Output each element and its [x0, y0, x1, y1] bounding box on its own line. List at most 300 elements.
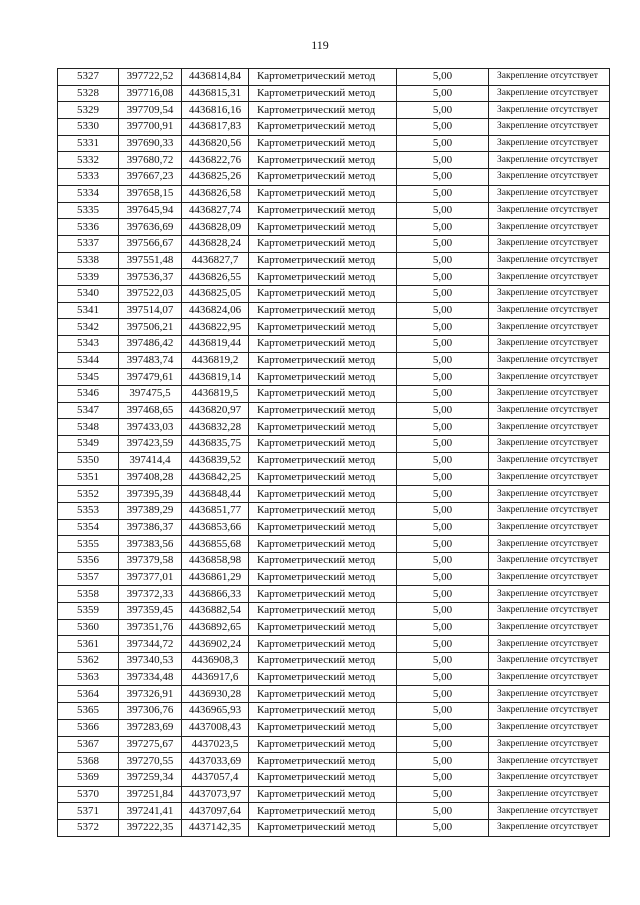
method-cell: Картометрический метод: [249, 452, 397, 469]
method-cell: Картометрический метод: [249, 436, 397, 453]
method-cell: Картометрический метод: [249, 653, 397, 670]
point-number-cell: 5367: [58, 736, 119, 753]
point-number-cell: 5334: [58, 185, 119, 202]
table-row: [58, 486, 610, 503]
y-coordinate-cell: 4436930,28: [182, 686, 249, 703]
accuracy-cell: 5,00: [397, 803, 489, 820]
accuracy-cell: 5,00: [397, 235, 489, 252]
point-number-cell: 5327: [58, 69, 119, 86]
table-row: [58, 803, 610, 820]
x-coordinate-cell: 397551,48: [119, 252, 182, 269]
point-number-cell: 5353: [58, 502, 119, 519]
table-row: [58, 519, 610, 536]
accuracy-cell: 5,00: [397, 502, 489, 519]
table-row: [58, 753, 610, 770]
point-number-cell: 5371: [58, 803, 119, 820]
x-coordinate-cell: 397408,28: [119, 469, 182, 486]
x-coordinate-cell: 397423,59: [119, 436, 182, 453]
y-coordinate-cell: 4436820,97: [182, 402, 249, 419]
x-coordinate-cell: 397283,69: [119, 719, 182, 736]
table-row: [58, 703, 610, 720]
point-number-cell: 5358: [58, 586, 119, 603]
method-cell: Картометрический метод: [249, 636, 397, 653]
accuracy-cell: 5,00: [397, 152, 489, 169]
fixing-cell: Закрепление отсутствует: [489, 786, 610, 803]
accuracy-cell: 5,00: [397, 285, 489, 302]
x-coordinate-cell: 397344,72: [119, 636, 182, 653]
method-cell: Картометрический метод: [249, 769, 397, 786]
x-coordinate-cell: 397379,58: [119, 552, 182, 569]
accuracy-cell: 5,00: [397, 269, 489, 286]
fixing-cell: Закрепление отсутствует: [489, 636, 610, 653]
accuracy-cell: 5,00: [397, 219, 489, 236]
y-coordinate-cell: 4436848,44: [182, 486, 249, 503]
fixing-cell: Закрепление отсутствует: [489, 803, 610, 820]
x-coordinate-cell: 397334,48: [119, 669, 182, 686]
y-coordinate-cell: 4436902,24: [182, 636, 249, 653]
fixing-cell: Закрепление отсутствует: [489, 102, 610, 119]
x-coordinate-cell: 397709,54: [119, 102, 182, 119]
fixing-cell: Закрепление отсутствует: [489, 402, 610, 419]
fixing-cell: Закрепление отсутствует: [489, 235, 610, 252]
y-coordinate-cell: 4436824,06: [182, 302, 249, 319]
fixing-cell: Закрепление отсутствует: [489, 736, 610, 753]
accuracy-cell: 5,00: [397, 519, 489, 536]
x-coordinate-cell: 397359,45: [119, 603, 182, 620]
y-coordinate-cell: 4436853,66: [182, 519, 249, 536]
fixing-cell: Закрепление отсутствует: [489, 569, 610, 586]
point-number-cell: 5347: [58, 402, 119, 419]
x-coordinate-cell: 397251,84: [119, 786, 182, 803]
method-cell: Картометрический метод: [249, 803, 397, 820]
point-number-cell: 5351: [58, 469, 119, 486]
fixing-cell: Закрепление отсутствует: [489, 603, 610, 620]
fixing-cell: Закрепление отсутствует: [489, 169, 610, 186]
point-number-cell: 5364: [58, 686, 119, 703]
method-cell: Картометрический метод: [249, 469, 397, 486]
x-coordinate-cell: 397486,42: [119, 336, 182, 353]
point-number-cell: 5368: [58, 753, 119, 770]
x-coordinate-cell: 397433,03: [119, 419, 182, 436]
accuracy-cell: 5,00: [397, 703, 489, 720]
x-coordinate-cell: 397506,21: [119, 319, 182, 336]
fixing-cell: Закрепление отсутствует: [489, 653, 610, 670]
table-row: [58, 235, 610, 252]
table-row: [58, 502, 610, 519]
y-coordinate-cell: 4436855,68: [182, 536, 249, 553]
method-cell: Картометрический метод: [249, 235, 397, 252]
table-row: [58, 719, 610, 736]
x-coordinate-cell: 397340,53: [119, 653, 182, 670]
fixing-cell: Закрепление отсутствует: [489, 536, 610, 553]
accuracy-cell: 5,00: [397, 419, 489, 436]
fixing-cell: Закрепление отсутствует: [489, 352, 610, 369]
x-coordinate-cell: 397475,5: [119, 386, 182, 403]
y-coordinate-cell: 4436825,26: [182, 169, 249, 186]
point-number-cell: 5350: [58, 452, 119, 469]
method-cell: Картометрический метод: [249, 419, 397, 436]
method-cell: Картометрический метод: [249, 135, 397, 152]
x-coordinate-cell: 397479,61: [119, 369, 182, 386]
method-cell: Картометрический метод: [249, 502, 397, 519]
y-coordinate-cell: 4436861,29: [182, 569, 249, 586]
table-row: [58, 819, 610, 836]
accuracy-cell: 5,00: [397, 469, 489, 486]
x-coordinate-cell: 397716,08: [119, 85, 182, 102]
point-number-cell: 5365: [58, 703, 119, 720]
table-row: [58, 653, 610, 670]
fixing-cell: Закрепление отсутствует: [489, 469, 610, 486]
fixing-cell: Закрепление отсутствует: [489, 769, 610, 786]
table-row: [58, 769, 610, 786]
point-number-cell: 5341: [58, 302, 119, 319]
table-row: [58, 669, 610, 686]
fixing-cell: Закрепление отсутствует: [489, 69, 610, 86]
fixing-cell: Закрепление отсутствует: [489, 285, 610, 302]
y-coordinate-cell: 4436819,2: [182, 352, 249, 369]
point-number-cell: 5337: [58, 235, 119, 252]
fixing-cell: Закрепление отсутствует: [489, 185, 610, 202]
fixing-cell: Закрепление отсутствует: [489, 819, 610, 836]
point-number-cell: 5345: [58, 369, 119, 386]
point-number-cell: 5361: [58, 636, 119, 653]
y-coordinate-cell: 4436842,25: [182, 469, 249, 486]
table-row: [58, 302, 610, 319]
point-number-cell: 5333: [58, 169, 119, 186]
x-coordinate-cell: 397690,33: [119, 135, 182, 152]
x-coordinate-cell: 397395,39: [119, 486, 182, 503]
point-number-cell: 5330: [58, 119, 119, 136]
x-coordinate-cell: 397566,67: [119, 235, 182, 252]
point-number-cell: 5346: [58, 386, 119, 403]
fixing-cell: Закрепление отсутствует: [489, 436, 610, 453]
y-coordinate-cell: 4436882,54: [182, 603, 249, 620]
table-row: [58, 336, 610, 353]
table-row: [58, 135, 610, 152]
method-cell: Картометрический метод: [249, 586, 397, 603]
y-coordinate-cell: 4436839,52: [182, 452, 249, 469]
table-row: [58, 419, 610, 436]
method-cell: Картометрический метод: [249, 386, 397, 403]
accuracy-cell: 5,00: [397, 436, 489, 453]
point-number-cell: 5354: [58, 519, 119, 536]
x-coordinate-cell: 397259,34: [119, 769, 182, 786]
point-number-cell: 5339: [58, 269, 119, 286]
accuracy-cell: 5,00: [397, 586, 489, 603]
fixing-cell: Закрепление отсутствует: [489, 753, 610, 770]
y-coordinate-cell: 4436819,14: [182, 369, 249, 386]
method-cell: Картометрический метод: [249, 285, 397, 302]
fixing-cell: Закрепление отсутствует: [489, 486, 610, 503]
accuracy-cell: 5,00: [397, 369, 489, 386]
accuracy-cell: 5,00: [397, 135, 489, 152]
method-cell: Картометрический метод: [249, 302, 397, 319]
point-number-cell: 5331: [58, 135, 119, 152]
x-coordinate-cell: 397326,91: [119, 686, 182, 703]
accuracy-cell: 5,00: [397, 719, 489, 736]
x-coordinate-cell: 397514,07: [119, 302, 182, 319]
accuracy-cell: 5,00: [397, 552, 489, 569]
fixing-cell: Закрепление отсутствует: [489, 502, 610, 519]
table-row: [58, 119, 610, 136]
point-number-cell: 5340: [58, 285, 119, 302]
method-cell: Картометрический метод: [249, 85, 397, 102]
y-coordinate-cell: 4436826,58: [182, 185, 249, 202]
table-row: [58, 686, 610, 703]
method-cell: Картометрический метод: [249, 786, 397, 803]
table-row: [58, 69, 610, 86]
page-number: 119: [311, 38, 329, 52]
y-coordinate-cell: 4436817,83: [182, 119, 249, 136]
y-coordinate-cell: 4436826,55: [182, 269, 249, 286]
accuracy-cell: 5,00: [397, 686, 489, 703]
y-coordinate-cell: 4436827,74: [182, 202, 249, 219]
point-number-cell: 5357: [58, 569, 119, 586]
method-cell: Картометрический метод: [249, 185, 397, 202]
method-cell: Картометрический метод: [249, 402, 397, 419]
point-number-cell: 5369: [58, 769, 119, 786]
point-number-cell: 5342: [58, 319, 119, 336]
accuracy-cell: 5,00: [397, 119, 489, 136]
table-row: [58, 85, 610, 102]
point-number-cell: 5362: [58, 653, 119, 670]
point-number-cell: 5329: [58, 102, 119, 119]
fixing-cell: Закрепление отсутствует: [489, 369, 610, 386]
accuracy-cell: 5,00: [397, 619, 489, 636]
x-coordinate-cell: 397667,23: [119, 169, 182, 186]
fixing-cell: Закрепление отсутствует: [489, 703, 610, 720]
x-coordinate-cell: 397483,74: [119, 352, 182, 369]
coordinates-table: [57, 68, 610, 837]
accuracy-cell: 5,00: [397, 819, 489, 836]
method-cell: Картометрический метод: [249, 619, 397, 636]
accuracy-cell: 5,00: [397, 102, 489, 119]
accuracy-cell: 5,00: [397, 352, 489, 369]
x-coordinate-cell: 397636,69: [119, 219, 182, 236]
method-cell: Картометрический метод: [249, 552, 397, 569]
method-cell: Картометрический метод: [249, 536, 397, 553]
y-coordinate-cell: 4436815,31: [182, 85, 249, 102]
method-cell: Картометрический метод: [249, 352, 397, 369]
method-cell: Картометрический метод: [249, 369, 397, 386]
accuracy-cell: 5,00: [397, 169, 489, 186]
point-number-cell: 5366: [58, 719, 119, 736]
point-number-cell: 5356: [58, 552, 119, 569]
table-row: [58, 586, 610, 603]
y-coordinate-cell: 4436828,09: [182, 219, 249, 236]
table-row: [58, 185, 610, 202]
accuracy-cell: 5,00: [397, 569, 489, 586]
table-row: [58, 369, 610, 386]
x-coordinate-cell: 397522,03: [119, 285, 182, 302]
accuracy-cell: 5,00: [397, 452, 489, 469]
table-row: [58, 319, 610, 336]
fixing-cell: Закрепление отсутствует: [489, 135, 610, 152]
point-number-cell: 5363: [58, 669, 119, 686]
x-coordinate-cell: 397468,65: [119, 402, 182, 419]
y-coordinate-cell: 4436819,44: [182, 336, 249, 353]
y-coordinate-cell: 4436825,05: [182, 285, 249, 302]
y-coordinate-cell: 4436917,6: [182, 669, 249, 686]
y-coordinate-cell: 4436828,24: [182, 235, 249, 252]
x-coordinate-cell: 397722,52: [119, 69, 182, 86]
table-row: [58, 786, 610, 803]
x-coordinate-cell: 397383,56: [119, 536, 182, 553]
fixing-cell: Закрепление отсутствует: [489, 669, 610, 686]
method-cell: Картометрический метод: [249, 519, 397, 536]
table-row: [58, 603, 610, 620]
accuracy-cell: 5,00: [397, 336, 489, 353]
method-cell: Картометрический метод: [249, 269, 397, 286]
y-coordinate-cell: 4436858,98: [182, 552, 249, 569]
x-coordinate-cell: 397275,67: [119, 736, 182, 753]
accuracy-cell: 5,00: [397, 603, 489, 620]
fixing-cell: Закрепление отсутствует: [489, 386, 610, 403]
fixing-cell: Закрепление отсутствует: [489, 202, 610, 219]
x-coordinate-cell: 397241,41: [119, 803, 182, 820]
method-cell: Картометрический метод: [249, 219, 397, 236]
point-number-cell: 5336: [58, 219, 119, 236]
accuracy-cell: 5,00: [397, 486, 489, 503]
method-cell: Картометрический метод: [249, 486, 397, 503]
x-coordinate-cell: 397389,29: [119, 502, 182, 519]
y-coordinate-cell: 4436814,84: [182, 69, 249, 86]
method-cell: Картометрический метод: [249, 753, 397, 770]
y-coordinate-cell: 4437033,69: [182, 753, 249, 770]
point-number-cell: 5328: [58, 85, 119, 102]
fixing-cell: Закрепление отсутствует: [489, 119, 610, 136]
accuracy-cell: 5,00: [397, 653, 489, 670]
method-cell: Картометрический метод: [249, 102, 397, 119]
y-coordinate-cell: 4437008,43: [182, 719, 249, 736]
method-cell: Картометрический метод: [249, 819, 397, 836]
table-row: [58, 202, 610, 219]
fixing-cell: Закрепление отсутствует: [489, 619, 610, 636]
accuracy-cell: 5,00: [397, 753, 489, 770]
fixing-cell: Закрепление отсутствует: [489, 552, 610, 569]
y-coordinate-cell: 4437057,4: [182, 769, 249, 786]
coordinates-table-body: [58, 69, 610, 837]
y-coordinate-cell: 4436822,95: [182, 319, 249, 336]
fixing-cell: Закрепление отсутствует: [489, 85, 610, 102]
method-cell: Картометрический метод: [249, 169, 397, 186]
y-coordinate-cell: 4436827,7: [182, 252, 249, 269]
x-coordinate-cell: 397536,37: [119, 269, 182, 286]
accuracy-cell: 5,00: [397, 536, 489, 553]
y-coordinate-cell: 4436822,76: [182, 152, 249, 169]
method-cell: Картометрический метод: [249, 336, 397, 353]
fixing-cell: Закрепление отсутствует: [489, 336, 610, 353]
point-number-cell: 5359: [58, 603, 119, 620]
table-row: [58, 452, 610, 469]
table-row: [58, 252, 610, 269]
table-row: [58, 552, 610, 569]
table-row: [58, 219, 610, 236]
accuracy-cell: 5,00: [397, 769, 489, 786]
x-coordinate-cell: 397680,72: [119, 152, 182, 169]
point-number-cell: 5360: [58, 619, 119, 636]
accuracy-cell: 5,00: [397, 386, 489, 403]
table-row: [58, 285, 610, 302]
x-coordinate-cell: 397377,01: [119, 569, 182, 586]
y-coordinate-cell: 4436866,33: [182, 586, 249, 603]
accuracy-cell: 5,00: [397, 636, 489, 653]
accuracy-cell: 5,00: [397, 252, 489, 269]
y-coordinate-cell: 4436832,28: [182, 419, 249, 436]
fixing-cell: Закрепление отсутствует: [489, 252, 610, 269]
fixing-cell: Закрепление отсутствует: [489, 586, 610, 603]
method-cell: Картометрический метод: [249, 736, 397, 753]
x-coordinate-cell: 397700,91: [119, 119, 182, 136]
accuracy-cell: 5,00: [397, 185, 489, 202]
method-cell: Картометрический метод: [249, 669, 397, 686]
fixing-cell: Закрепление отсутствует: [489, 419, 610, 436]
accuracy-cell: 5,00: [397, 402, 489, 419]
x-coordinate-cell: 397386,37: [119, 519, 182, 536]
method-cell: Картометрический метод: [249, 703, 397, 720]
y-coordinate-cell: 4436835,75: [182, 436, 249, 453]
method-cell: Картометрический метод: [249, 603, 397, 620]
y-coordinate-cell: 4436819,5: [182, 386, 249, 403]
method-cell: Картометрический метод: [249, 252, 397, 269]
x-coordinate-cell: 397658,15: [119, 185, 182, 202]
method-cell: Картометрический метод: [249, 152, 397, 169]
accuracy-cell: 5,00: [397, 69, 489, 86]
table-row: [58, 152, 610, 169]
y-coordinate-cell: 4436965,93: [182, 703, 249, 720]
fixing-cell: Закрепление отсутствует: [489, 219, 610, 236]
accuracy-cell: 5,00: [397, 319, 489, 336]
point-number-cell: 5344: [58, 352, 119, 369]
accuracy-cell: 5,00: [397, 302, 489, 319]
accuracy-cell: 5,00: [397, 669, 489, 686]
y-coordinate-cell: 4437023,5: [182, 736, 249, 753]
table-row: [58, 386, 610, 403]
point-number-cell: 5355: [58, 536, 119, 553]
x-coordinate-cell: 397222,35: [119, 819, 182, 836]
point-number-cell: 5332: [58, 152, 119, 169]
method-cell: Картометрический метод: [249, 202, 397, 219]
table-row: [58, 352, 610, 369]
point-number-cell: 5352: [58, 486, 119, 503]
fixing-cell: Закрепление отсутствует: [489, 452, 610, 469]
fixing-cell: Закрепление отсутствует: [489, 319, 610, 336]
fixing-cell: Закрепление отсутствует: [489, 269, 610, 286]
x-coordinate-cell: 397645,94: [119, 202, 182, 219]
table-row: [58, 469, 610, 486]
y-coordinate-cell: 4437073,97: [182, 786, 249, 803]
table-row: [58, 102, 610, 119]
table-row: [58, 569, 610, 586]
fixing-cell: Закрепление отсутствует: [489, 719, 610, 736]
fixing-cell: Закрепление отсутствует: [489, 152, 610, 169]
fixing-cell: Закрепление отсутствует: [489, 302, 610, 319]
y-coordinate-cell: 4437097,64: [182, 803, 249, 820]
y-coordinate-cell: 4436851,77: [182, 502, 249, 519]
y-coordinate-cell: 4436908,3: [182, 653, 249, 670]
x-coordinate-cell: 397270,55: [119, 753, 182, 770]
method-cell: Картометрический метод: [249, 69, 397, 86]
x-coordinate-cell: 397306,76: [119, 703, 182, 720]
x-coordinate-cell: 397351,76: [119, 619, 182, 636]
point-number-cell: 5349: [58, 436, 119, 453]
y-coordinate-cell: 4437142,35: [182, 819, 249, 836]
x-coordinate-cell: 397414,4: [119, 452, 182, 469]
point-number-cell: 5372: [58, 819, 119, 836]
y-coordinate-cell: 4436892,65: [182, 619, 249, 636]
point-number-cell: 5335: [58, 202, 119, 219]
y-coordinate-cell: 4436816,16: [182, 102, 249, 119]
